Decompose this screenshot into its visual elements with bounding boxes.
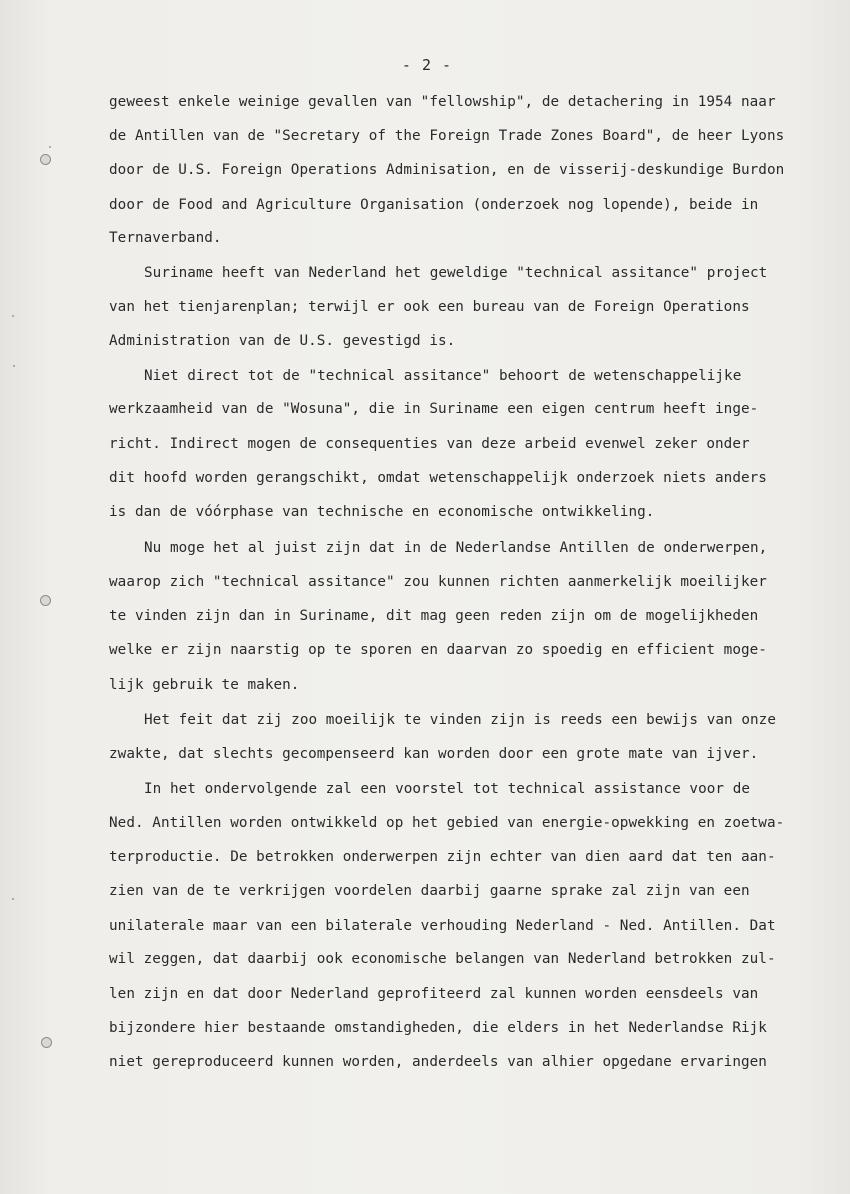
text-line: Nu moge het al juist zijn dat in de Nederlandse Antillen de onderwerpen, — [144, 540, 768, 556]
text-line: richt. Indirect mogen de consequenties van deze arbeid evenwel zeker onder — [109, 436, 750, 452]
punch-hole-icon — [41, 1037, 52, 1048]
text-line: Suriname heeft van Nederland het geweldige "technical assitance" project — [144, 265, 768, 281]
text-line: Administration van de U.S. gevestigd is. — [109, 333, 456, 349]
page-number — [0, 56, 850, 74]
text-line: wil zeggen, dat daarbij ook economische belangen van Nederland betrokken zul- — [109, 951, 776, 967]
text-line: Het feit dat zij zoo moeilijk te vinden zijn is reeds een bewijs van onze — [144, 712, 776, 728]
text-line: unilaterale maar van een bilaterale verhouding Nederland - Ned. Antillen. Dat — [109, 918, 776, 934]
text-line: werkzaamheid van de "Wosuna", die in Suriname een eigen centrum heeft inge- — [109, 401, 759, 417]
text-line: te vinden zijn dan in Suriname, dit mag geen reden zijn om de mogelijkheden — [109, 608, 759, 624]
speck-icon — [12, 315, 14, 317]
speck-icon — [49, 146, 51, 148]
text-line: In het ondervolgende zal een voorstel tot technical assistance voor de — [144, 781, 751, 797]
text-line: is dan de vóórphase van technische en economische ontwikkeling. — [109, 504, 655, 520]
text-line: dit hoofd worden gerangschikt, omdat wetenschappelijk onderzoek niets anders — [109, 470, 767, 486]
page-number-text: - 2 - — [401, 56, 453, 74]
text-line: zien van de te verkrijgen voordelen daarbij gaarne sprake zal zijn van een — [109, 883, 750, 899]
text-line: Ned. Antillen worden ontwikkeld op het gebied van energie-opwekking en zoetwa- — [109, 815, 785, 831]
speck-icon — [13, 365, 15, 367]
text-line: welke er zijn naarstig op te sporen en daarvan zo spoedig en efficient moge- — [109, 642, 767, 658]
text-line: Niet direct tot de "technical assitance" behoort de wetenschappelijke — [144, 368, 742, 384]
speck-icon — [12, 898, 14, 900]
text-line: bijzondere hier bestaande omstandigheden, die elders in het Nederlandse Rijk — [109, 1020, 767, 1036]
text-line: door de U.S. Foreign Operations Adminisation, en de visserij-deskundige Burdon — [109, 162, 785, 178]
punch-hole-icon — [40, 154, 51, 165]
text-line: geweest enkele weinige gevallen van "fellowship", de detachering in 1954 naar — [109, 94, 776, 110]
text-line: de Antillen van de "Secretary of the Foreign Trade Zones Board", de heer Lyons — [109, 128, 785, 144]
text-line: lijk gebruik te maken. — [109, 677, 300, 693]
text-line: Ternaverband. — [109, 230, 222, 246]
text-line: van het tienjarenplan; terwijl er ook een bureau van de Foreign Operations — [109, 299, 750, 315]
text-line: niet gereproduceerd kunnen worden, anderdeels van alhier opgedane ervaringen — [109, 1054, 767, 1070]
text-line: terproductie. De betrokken onderwerpen zijn echter van dien aard dat ten aan- — [109, 849, 776, 865]
text-line: len zijn en dat door Nederland geprofiteerd zal kunnen worden eensdeels van — [109, 986, 759, 1002]
text-line: door de Food and Agriculture Organisation (onderzoek nog lopende), beide in — [109, 197, 759, 213]
text-line: waarop zich "technical assitance" zou kunnen richten aanmerkelijk moeilijker — [109, 574, 767, 590]
text-line: zwakte, dat slechts gecompenseerd kan worden door een grote mate van ijver. — [109, 746, 759, 762]
punch-hole-icon — [40, 595, 51, 606]
